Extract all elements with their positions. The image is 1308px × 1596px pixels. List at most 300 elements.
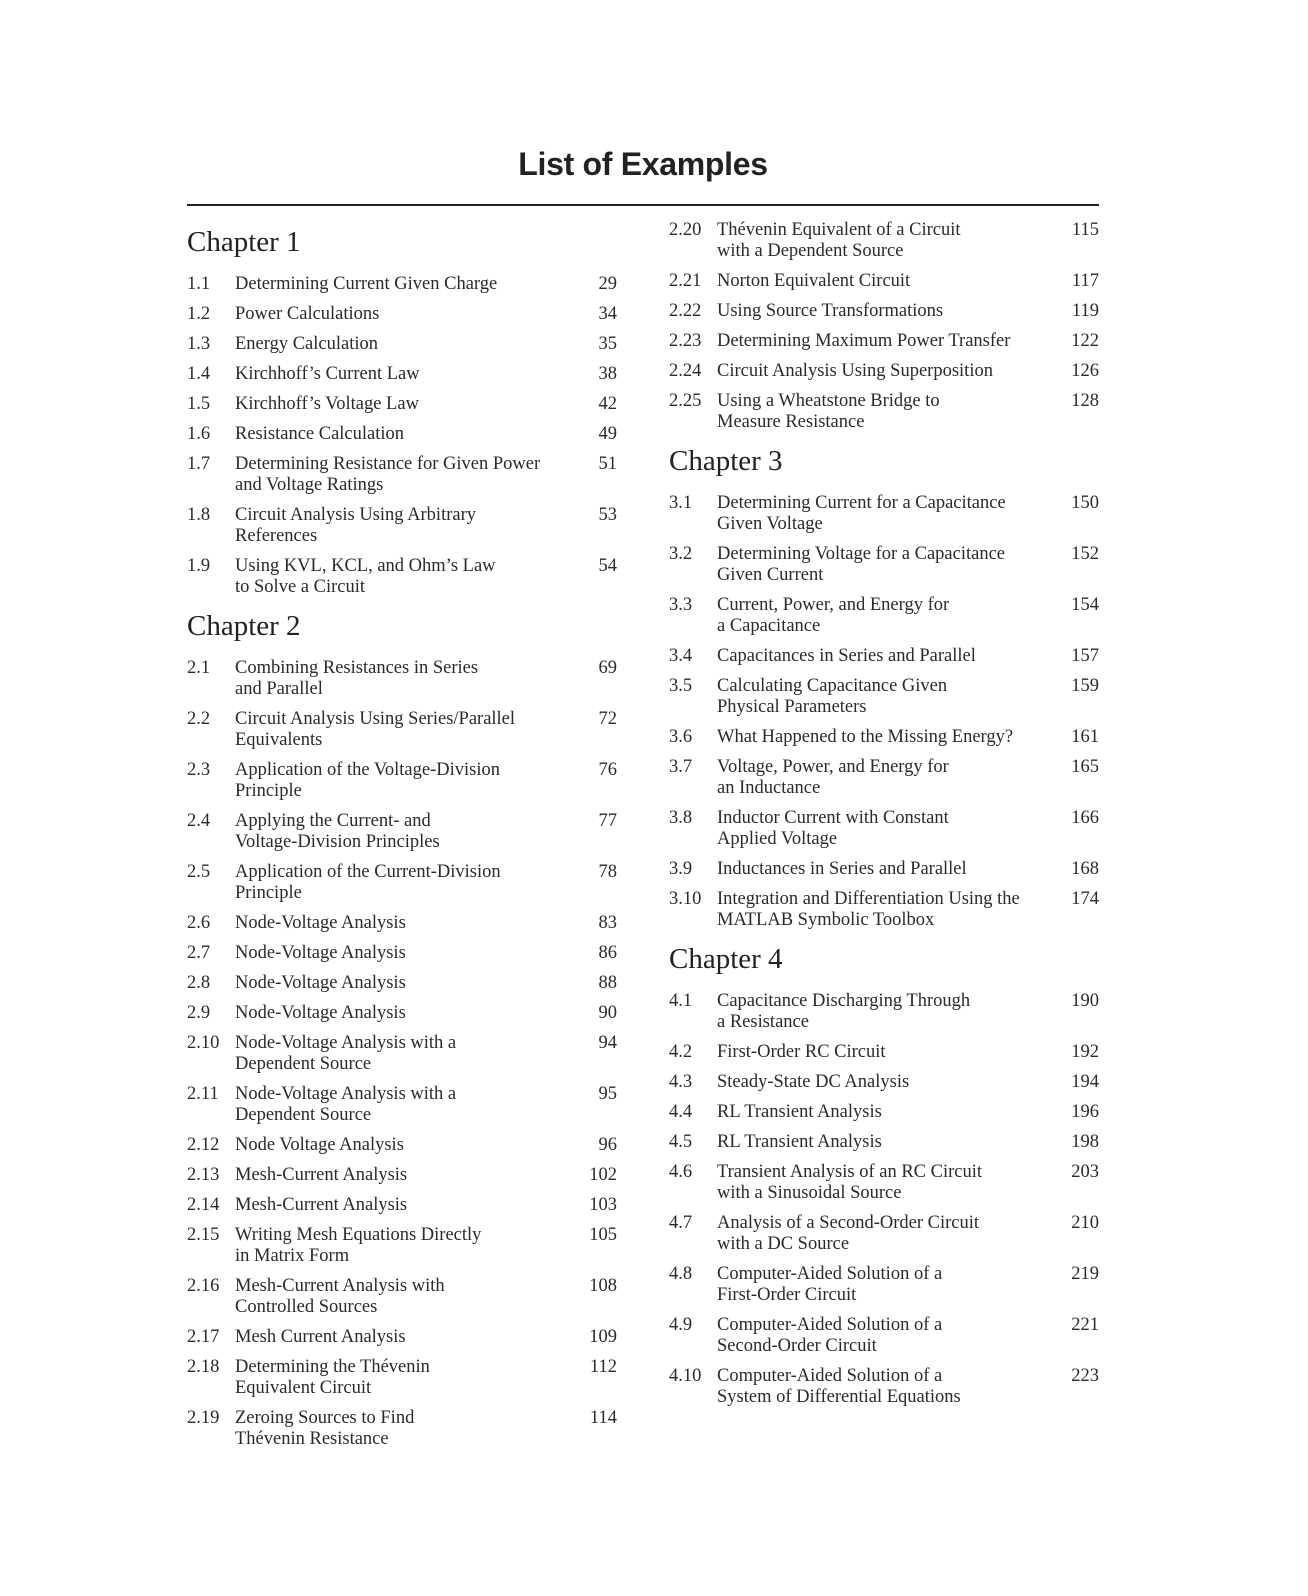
example-page-number: 221 xyxy=(1071,1315,1099,1335)
example-page-number: 42 xyxy=(598,394,617,414)
example-page-number: 88 xyxy=(598,973,617,993)
example-title-line: Transient Analysis of an RC Circuit xyxy=(717,1162,982,1182)
example-entry xyxy=(669,220,1099,262)
example-number: 1.6 xyxy=(187,424,211,444)
example-entry xyxy=(187,1276,617,1318)
example-title-line: Physical Parameters xyxy=(717,697,867,717)
example-entry xyxy=(669,1162,1099,1204)
example-title xyxy=(235,943,583,964)
example-entry xyxy=(669,1264,1099,1306)
example-number: 4.1 xyxy=(669,991,693,1011)
example-number: 1.4 xyxy=(187,364,211,384)
example-page-number: 95 xyxy=(598,1084,617,1104)
example-title-line: Applying the Current- and xyxy=(235,811,431,831)
example-title-line: Dependent Source xyxy=(235,1105,372,1125)
example-entry xyxy=(669,1315,1099,1357)
example-page-number: 69 xyxy=(598,658,617,678)
example-number: 2.17 xyxy=(187,1327,220,1347)
example-title-line: Writing Mesh Equations Directly xyxy=(235,1225,482,1245)
example-title xyxy=(717,1072,1065,1093)
example-number: 1.8 xyxy=(187,505,211,525)
example-title-line: a Capacitance xyxy=(717,616,821,636)
example-page-number: 90 xyxy=(598,1003,617,1023)
example-title xyxy=(717,676,1065,718)
example-title-line: Dependent Source xyxy=(235,1054,372,1074)
example-entry xyxy=(669,808,1099,850)
example-title xyxy=(717,859,1065,880)
example-entry xyxy=(669,1042,1099,1063)
example-title xyxy=(235,1003,583,1024)
example-title-line: Application of the Current-Division xyxy=(235,862,501,882)
example-title-line: Principle xyxy=(235,883,302,903)
example-number: 2.8 xyxy=(187,973,211,993)
example-title xyxy=(235,1033,583,1075)
example-entry xyxy=(669,271,1099,292)
example-number: 2.5 xyxy=(187,862,211,882)
example-number: 4.4 xyxy=(669,1102,693,1122)
example-page-number: 114 xyxy=(589,1408,617,1428)
example-number: 1.5 xyxy=(187,394,211,414)
chapter-section xyxy=(669,443,1099,931)
example-page-number: 117 xyxy=(1071,271,1099,291)
example-entry xyxy=(187,394,617,415)
example-title xyxy=(717,1264,1065,1306)
example-title xyxy=(717,1315,1065,1357)
example-title-line: Computer-Aided Solution of a xyxy=(717,1366,943,1386)
example-title xyxy=(235,760,583,802)
example-title xyxy=(717,1366,1065,1408)
example-entry xyxy=(187,1225,617,1267)
example-entry xyxy=(669,1366,1099,1408)
example-title xyxy=(717,220,1065,262)
example-number: 2.22 xyxy=(669,301,702,321)
example-title xyxy=(235,334,583,355)
example-number: 4.3 xyxy=(669,1072,693,1092)
example-entry xyxy=(187,424,617,445)
example-page-number: 196 xyxy=(1071,1102,1099,1122)
example-title xyxy=(235,709,583,751)
example-title-line: Given Voltage xyxy=(717,514,823,534)
example-title-line: Determining Current Given Charge xyxy=(235,274,498,294)
example-entry xyxy=(187,862,617,904)
example-entry xyxy=(669,889,1099,931)
example-title-line: Current, Power, and Energy for xyxy=(717,595,950,615)
example-number: 3.4 xyxy=(669,646,693,666)
chapter-section xyxy=(187,224,617,598)
example-title xyxy=(235,913,583,934)
example-title-line: Using a Wheatstone Bridge to xyxy=(717,391,940,411)
example-page-number: 161 xyxy=(1071,727,1099,747)
example-title-line: Mesh Current Analysis xyxy=(235,1327,406,1347)
example-title xyxy=(235,1276,583,1318)
example-title-line: Circuit Analysis Using Series/Parallel xyxy=(235,709,516,729)
example-title-line: Given Current xyxy=(717,565,824,585)
example-entry xyxy=(669,1213,1099,1255)
example-title xyxy=(717,991,1065,1033)
example-title xyxy=(717,1132,1065,1153)
example-page-number: 53 xyxy=(598,505,617,525)
example-title-line: Node-Voltage Analysis with a xyxy=(235,1084,457,1104)
example-title-line: Voltage, Power, and Energy for xyxy=(717,757,949,777)
example-number: 4.10 xyxy=(669,1366,702,1386)
example-title xyxy=(717,391,1065,433)
example-page-number: 210 xyxy=(1071,1213,1099,1233)
example-entry xyxy=(187,1408,617,1450)
example-title-line: Mesh-Current Analysis with xyxy=(235,1276,445,1296)
example-page-number: 34 xyxy=(598,304,617,324)
example-title-line: Inductances in Series and Parallel xyxy=(717,859,967,879)
example-number: 3.5 xyxy=(669,676,693,696)
example-title-line: Inductor Current with Constant xyxy=(717,808,949,828)
example-number: 1.1 xyxy=(187,274,211,294)
example-page-number: 109 xyxy=(589,1327,617,1347)
example-title-line: Calculating Capacitance Given xyxy=(717,676,948,696)
example-entry xyxy=(669,1102,1099,1123)
example-number: 4.2 xyxy=(669,1042,693,1062)
example-entry xyxy=(187,1003,617,1024)
example-entry xyxy=(669,646,1099,667)
example-entry xyxy=(187,505,617,547)
example-title-line: Node-Voltage Analysis with a xyxy=(235,1033,457,1053)
example-title-line: Using KVL, KCL, and Ohm’s Law xyxy=(235,556,496,576)
example-entry xyxy=(669,1072,1099,1093)
example-title xyxy=(235,1135,583,1156)
example-title-line: Node-Voltage Analysis xyxy=(235,973,406,993)
right-column xyxy=(669,220,1099,1418)
example-page-number: 102 xyxy=(589,1165,617,1185)
example-entry xyxy=(187,274,617,295)
example-page-number: 152 xyxy=(1071,544,1099,564)
example-number: 4.6 xyxy=(669,1162,693,1182)
example-number: 2.6 xyxy=(187,913,211,933)
example-title-line: Steady-State DC Analysis xyxy=(717,1072,910,1092)
example-entry xyxy=(187,913,617,934)
example-page-number: 49 xyxy=(598,424,617,444)
example-number: 2.10 xyxy=(187,1033,220,1053)
example-title xyxy=(717,727,1065,748)
example-number: 2.20 xyxy=(669,220,702,240)
example-title-line: Mesh-Current Analysis xyxy=(235,1195,408,1215)
example-page-number: 78 xyxy=(598,862,617,882)
example-page-number: 219 xyxy=(1071,1264,1099,1284)
example-title xyxy=(235,1327,583,1348)
example-page-number: 96 xyxy=(598,1135,617,1155)
example-title-line: Kirchhoff’s Voltage Law xyxy=(235,394,419,414)
example-page-number: 35 xyxy=(598,334,617,354)
example-entry xyxy=(669,991,1099,1033)
example-page-number: 51 xyxy=(598,454,617,474)
example-title-line: Equivalents xyxy=(235,730,323,750)
example-page-number: 54 xyxy=(598,556,617,576)
example-entry xyxy=(669,859,1099,880)
example-title xyxy=(235,1084,583,1126)
example-title-line: Determining Current for a Capacitance xyxy=(717,493,1006,513)
example-title xyxy=(717,301,1065,322)
example-number: 2.2 xyxy=(187,709,211,729)
example-title xyxy=(235,364,583,385)
example-title xyxy=(717,1102,1065,1123)
example-title-line: Resistance Calculation xyxy=(235,424,405,444)
chapter-heading: Chapter 3 xyxy=(669,445,783,477)
example-number: 3.2 xyxy=(669,544,693,564)
example-page-number: 168 xyxy=(1071,859,1099,879)
example-page-number: 29 xyxy=(598,274,617,294)
example-title xyxy=(717,889,1065,931)
chapter-section xyxy=(187,608,617,1450)
example-entry xyxy=(187,556,617,598)
example-page-number: 72 xyxy=(598,709,617,729)
example-entry xyxy=(187,1084,617,1126)
example-number: 1.9 xyxy=(187,556,211,576)
example-entry xyxy=(187,454,617,496)
left-column xyxy=(187,220,617,1460)
example-page-number: 94 xyxy=(598,1033,617,1053)
example-number: 4.5 xyxy=(669,1132,693,1152)
example-number: 2.12 xyxy=(187,1135,220,1155)
example-title-line: with a DC Source xyxy=(717,1234,850,1254)
example-title-line: Zeroing Sources to Find xyxy=(235,1408,415,1428)
example-title-line: Node-Voltage Analysis xyxy=(235,913,406,933)
example-number: 2.15 xyxy=(187,1225,220,1245)
example-title-line: First-Order RC Circuit xyxy=(717,1042,886,1062)
example-title-line: to Solve a Circuit xyxy=(235,577,365,597)
example-page-number: 86 xyxy=(598,943,617,963)
example-title-line: Second-Order Circuit xyxy=(717,1336,877,1356)
example-entry xyxy=(187,973,617,994)
example-title-line: First-Order Circuit xyxy=(717,1285,857,1305)
example-title-line: a Resistance xyxy=(717,1012,809,1032)
example-number: 4.8 xyxy=(669,1264,693,1284)
example-page-number: 157 xyxy=(1071,646,1099,666)
title-divider xyxy=(187,204,1099,206)
example-title xyxy=(717,493,1065,535)
example-number: 2.23 xyxy=(669,331,702,351)
example-number: 1.7 xyxy=(187,454,211,474)
example-title xyxy=(235,505,583,547)
example-number: 2.9 xyxy=(187,1003,211,1023)
example-entry xyxy=(187,811,617,853)
example-title xyxy=(235,1195,583,1216)
example-title-line: Thévenin Resistance xyxy=(235,1429,389,1449)
example-number: 2.7 xyxy=(187,943,211,963)
example-entry xyxy=(669,493,1099,535)
example-page-number: 194 xyxy=(1071,1072,1099,1092)
example-title-line: Mesh-Current Analysis xyxy=(235,1165,408,1185)
example-title-line: Applied Voltage xyxy=(717,829,838,849)
example-page-number: 203 xyxy=(1071,1162,1099,1182)
example-entry xyxy=(669,757,1099,799)
example-number: 2.24 xyxy=(669,361,702,381)
example-title-line: Determining Maximum Power Transfer xyxy=(717,331,1011,351)
example-number: 2.11 xyxy=(187,1084,219,1104)
example-entry xyxy=(669,391,1099,433)
example-page-number: 77 xyxy=(598,811,617,831)
example-title-line: Controlled Sources xyxy=(235,1297,378,1317)
example-title-line: System of Differential Equations xyxy=(717,1387,961,1407)
example-title-line: Analysis of a Second-Order Circuit xyxy=(717,1213,980,1233)
example-number: 4.9 xyxy=(669,1315,693,1335)
example-page-number: 154 xyxy=(1071,595,1099,615)
example-title-line: Node Voltage Analysis xyxy=(235,1135,404,1155)
example-page-number: 76 xyxy=(598,760,617,780)
example-title-line: and Voltage Ratings xyxy=(235,475,384,495)
example-title-line: References xyxy=(235,526,318,546)
example-entry xyxy=(187,760,617,802)
chapter-section xyxy=(669,220,1099,433)
example-page-number: 165 xyxy=(1071,757,1099,777)
example-entry xyxy=(669,676,1099,718)
example-page-number: 159 xyxy=(1071,676,1099,696)
example-title-line: Principle xyxy=(235,781,302,801)
example-title xyxy=(717,271,1065,292)
example-page-number: 174 xyxy=(1071,889,1099,909)
example-title xyxy=(717,757,1065,799)
example-title-line: with a Sinusoidal Source xyxy=(717,1183,902,1203)
example-number: 3.7 xyxy=(669,757,693,777)
example-title-line: Circuit Analysis Using Arbitrary xyxy=(235,505,476,525)
example-page-number: 192 xyxy=(1071,1042,1099,1062)
example-title xyxy=(235,1357,583,1399)
example-title xyxy=(717,595,1065,637)
example-title-line: Integration and Differentiation Using the xyxy=(717,889,1020,909)
example-entry xyxy=(187,304,617,325)
example-title xyxy=(235,424,583,445)
example-title xyxy=(235,274,583,295)
example-number: 4.7 xyxy=(669,1213,693,1233)
example-title xyxy=(235,304,583,325)
example-title-line: MATLAB Symbolic Toolbox xyxy=(717,910,935,930)
example-title-line: Voltage-Division Principles xyxy=(235,832,440,852)
example-page-number: 38 xyxy=(598,364,617,384)
example-number: 3.6 xyxy=(669,727,693,747)
example-title xyxy=(717,361,1065,382)
example-page-number: 103 xyxy=(589,1195,617,1215)
example-title-line: Measure Resistance xyxy=(717,412,865,432)
example-title xyxy=(717,1162,1065,1204)
example-number: 2.16 xyxy=(187,1276,220,1296)
example-title xyxy=(717,544,1065,586)
example-title xyxy=(717,1213,1065,1255)
example-title-line: Using Source Transformations xyxy=(717,301,944,321)
example-title-line: Determining Resistance for Given Power xyxy=(235,454,541,474)
example-title xyxy=(235,394,583,415)
example-title xyxy=(235,1165,583,1186)
example-entry xyxy=(669,544,1099,586)
example-number: 2.21 xyxy=(669,271,702,291)
chapter-heading: Chapter 4 xyxy=(669,943,783,975)
example-entry xyxy=(187,658,617,700)
example-number: 2.18 xyxy=(187,1357,220,1377)
example-title-line: Capacitances in Series and Parallel xyxy=(717,646,976,666)
example-entry xyxy=(669,595,1099,637)
example-title-line: Norton Equivalent Circuit xyxy=(717,271,911,291)
example-page-number: 166 xyxy=(1071,808,1099,828)
example-title xyxy=(235,862,583,904)
example-page-number: 122 xyxy=(1071,331,1099,351)
example-entry xyxy=(187,1165,617,1186)
example-title xyxy=(235,973,583,994)
example-entry xyxy=(187,709,617,751)
example-entry xyxy=(187,943,617,964)
example-number: 3.9 xyxy=(669,859,693,879)
example-number: 3.3 xyxy=(669,595,693,615)
example-title-line: Determining Voltage for a Capacitance xyxy=(717,544,1006,564)
example-title-line: Determining the Thévenin xyxy=(235,1357,430,1377)
example-number: 3.1 xyxy=(669,493,693,513)
example-title xyxy=(717,1042,1065,1063)
example-number: 2.14 xyxy=(187,1195,220,1215)
example-title-line: with a Dependent Source xyxy=(717,241,904,261)
example-page-number: 119 xyxy=(1071,301,1099,321)
example-entry xyxy=(187,1033,617,1075)
example-page-number: 223 xyxy=(1071,1366,1099,1386)
example-page-number: 83 xyxy=(598,913,617,933)
example-entry xyxy=(187,364,617,385)
example-entry xyxy=(187,1327,617,1348)
example-title-line: Capacitance Discharging Through xyxy=(717,991,971,1011)
example-title-line: in Matrix Form xyxy=(235,1246,350,1266)
example-page-number: 115 xyxy=(1071,220,1099,240)
example-entry xyxy=(669,727,1099,748)
example-page-number: 198 xyxy=(1071,1132,1099,1152)
example-number: 2.25 xyxy=(669,391,702,411)
example-title-line: Node-Voltage Analysis xyxy=(235,943,406,963)
example-number: 2.13 xyxy=(187,1165,220,1185)
example-title xyxy=(235,556,583,598)
example-number: 1.2 xyxy=(187,304,211,324)
example-number: 2.3 xyxy=(187,760,211,780)
example-title-line: Computer-Aided Solution of a xyxy=(717,1315,943,1335)
example-entry xyxy=(187,334,617,355)
example-number: 3.8 xyxy=(669,808,693,828)
example-title xyxy=(717,808,1065,850)
example-page-number: 128 xyxy=(1071,391,1099,411)
example-title-line: Circuit Analysis Using Superposition xyxy=(717,361,993,381)
example-number: 2.1 xyxy=(187,658,211,678)
example-title xyxy=(235,1408,583,1450)
example-entry xyxy=(187,1135,617,1156)
example-title xyxy=(235,658,583,700)
example-title-line: Thévenin Equivalent of a Circuit xyxy=(717,220,961,240)
example-title-line: Equivalent Circuit xyxy=(235,1378,372,1398)
page-title: List of Examples xyxy=(518,146,768,182)
example-entry xyxy=(187,1357,617,1399)
example-entry xyxy=(669,361,1099,382)
example-title-line: Power Calculations xyxy=(235,304,380,324)
example-page-number: 105 xyxy=(589,1225,617,1245)
example-page-number: 112 xyxy=(589,1357,617,1377)
example-title xyxy=(235,811,583,853)
example-title-line: and Parallel xyxy=(235,679,323,699)
chapter-heading: Chapter 1 xyxy=(187,226,301,258)
example-title-line: Kirchhoff’s Current Law xyxy=(235,364,420,384)
example-title-line: Application of the Voltage-Division xyxy=(235,760,500,780)
example-number: 1.3 xyxy=(187,334,211,354)
example-page-number: 150 xyxy=(1071,493,1099,513)
example-title-line: Energy Calculation xyxy=(235,334,378,354)
chapter-section xyxy=(669,941,1099,1408)
example-title-line: RL Transient Analysis xyxy=(717,1102,882,1122)
example-title-line: Node-Voltage Analysis xyxy=(235,1003,406,1023)
example-title-line: RL Transient Analysis xyxy=(717,1132,882,1152)
example-title-line: an Inductance xyxy=(717,778,821,798)
example-number: 2.19 xyxy=(187,1408,220,1428)
example-page-number: 108 xyxy=(589,1276,617,1296)
chapter-heading: Chapter 2 xyxy=(187,610,301,642)
example-page-number: 190 xyxy=(1071,991,1099,1011)
example-title xyxy=(717,331,1065,352)
example-title-line: What Happened to the Missing Energy? xyxy=(717,727,1014,747)
